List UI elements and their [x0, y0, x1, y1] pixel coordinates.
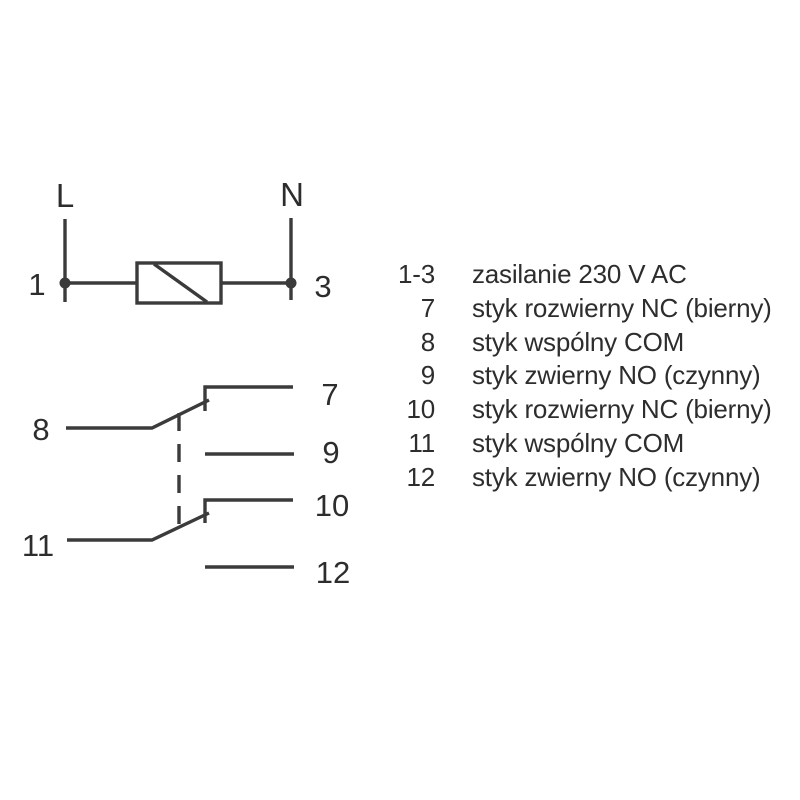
legend-row — [350, 258, 772, 292]
legend-description: styk rozwierny NC (bierny) — [472, 394, 772, 425]
legend-terminal: 10 — [406, 394, 435, 425]
label-terminal-11: 11 — [21, 528, 55, 563]
legend-terminal: 7 — [420, 292, 435, 323]
terminal-1-dot — [60, 278, 71, 289]
nc-7-contact — [205, 387, 293, 411]
label-L: L — [55, 177, 75, 214]
terminal-legend — [350, 258, 772, 495]
com-8-arm — [66, 400, 209, 428]
legend-terminal: 8 — [420, 326, 435, 357]
legend-terminal: 1-3 — [398, 259, 435, 289]
legend-description: styk wspólny COM — [472, 427, 685, 458]
terminal-3-dot — [286, 278, 297, 289]
label-terminal-8: 8 — [32, 412, 50, 447]
label-N: N — [280, 176, 304, 213]
legend-description: styk rozwierny NC (bierny) — [472, 292, 772, 323]
coil-diagonal — [154, 264, 207, 302]
nc-10-contact — [205, 500, 293, 523]
label-terminal-3: 3 — [314, 269, 332, 304]
legend-row — [350, 359, 772, 393]
label-terminal-7: 7 — [321, 377, 339, 412]
label-terminal-10: 10 — [314, 488, 350, 523]
label-terminal-1: 1 — [28, 267, 46, 302]
legend-row — [350, 292, 772, 326]
legend-row — [350, 427, 772, 461]
legend-terminal: 11 — [408, 427, 435, 458]
legend-description: styk zwierny NO (czynny) — [472, 360, 761, 391]
legend-row — [350, 461, 772, 495]
legend-description: styk zwierny NO (czynny) — [472, 461, 761, 492]
legend-row — [350, 326, 772, 360]
legend-terminal: 12 — [406, 461, 435, 492]
label-terminal-12: 12 — [315, 555, 351, 590]
legend-description: zasilanie 230 V AC — [472, 259, 687, 289]
label-terminal-9: 9 — [322, 435, 340, 470]
com-11-arm — [67, 513, 209, 540]
contact-group-2 — [22, 488, 350, 590]
legend-description: styk wspólny COM — [472, 326, 685, 357]
power-circuit — [28, 176, 331, 304]
legend-terminal: 9 — [420, 360, 435, 391]
legend-row — [350, 393, 772, 427]
contact-group-1 — [32, 377, 339, 470]
